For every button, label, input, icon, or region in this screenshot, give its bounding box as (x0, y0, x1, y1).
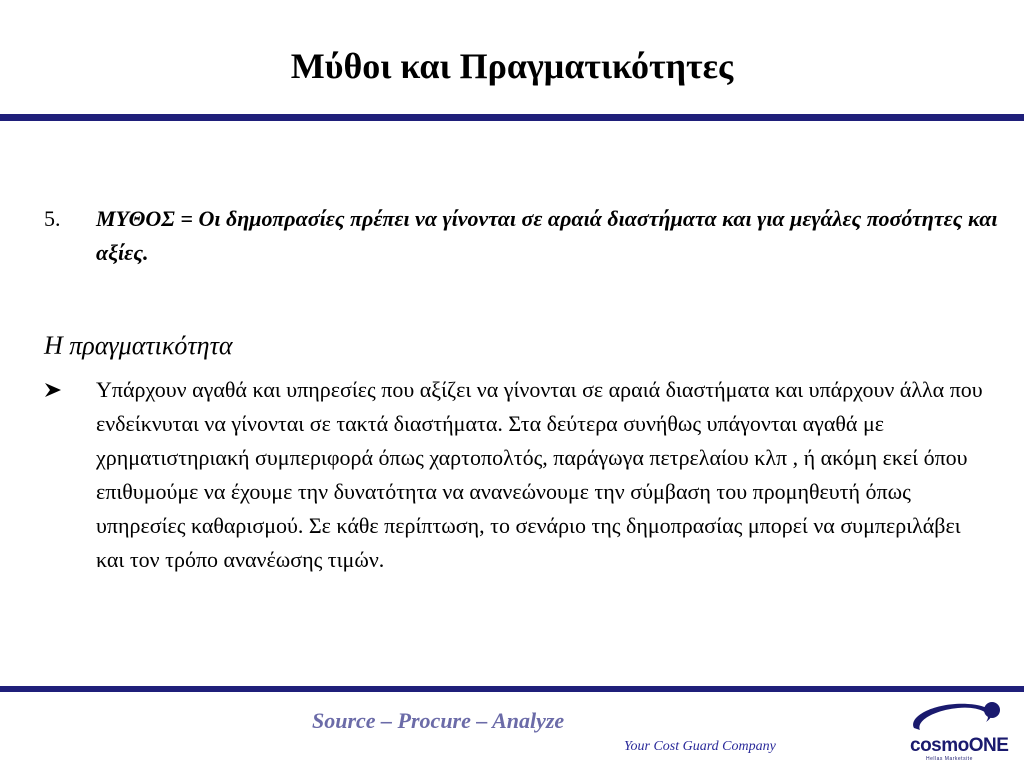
myth-number: 5. (44, 206, 61, 231)
logo-subtitle: Hellas Marketsite (926, 756, 973, 762)
reality-heading: Η πραγματικότητα (44, 331, 233, 360)
slide-title: Μύθοι και Πραγματικότητες (290, 46, 734, 86)
bottom-divider (0, 686, 1024, 692)
cosmoone-logo (906, 698, 1016, 764)
reality-bullet (44, 373, 994, 577)
arrowhead-bullet-icon (44, 373, 68, 407)
myth-text: ΜΥΘΟΣ = Οι δημοπρασίες πρέπει να γίνονται σε αραιά διαστήματα και για μεγάλες ποσότητες και αξίες. (96, 206, 998, 265)
top-divider (0, 114, 1024, 121)
reality-text: Υπάρχουν αγαθά και υπηρεσίες που αξίζει να γίνονται σε αραιά διαστήματα και υπάρχουν άλλα που ενδείκνυται να γίνονται σε τακτά διαστήματα. Στα δεύτερα συνήθως υπάγονται αγαθά με χρηματιστηριακή συμπεριφορά όπως χαρτοπολτός, παράγωγα πετρελαίου κλπ , ή ακόμη εκεί όπου επιθυμούμε να έχουμε την δυνατότητα να ανανεώνουμε την σύμβαση του προμηθευτή όπως υπηρεσίες καθαρισμού. Σε κάθε περίπτωση, το σενάριο της δημοπρασίας μπορεί να συμπεριλάβει και τον τρόπο ανανέωσης τιμών. (96, 377, 983, 572)
logo-wordmark: cosmoONE (910, 735, 1009, 756)
myth-item (44, 202, 1004, 270)
logo-swoosh-icon (906, 698, 1016, 738)
footer-tagline: Source – Procure – Analyze (312, 708, 565, 733)
footer-company-line: Your Cost Guard Company (624, 739, 776, 754)
